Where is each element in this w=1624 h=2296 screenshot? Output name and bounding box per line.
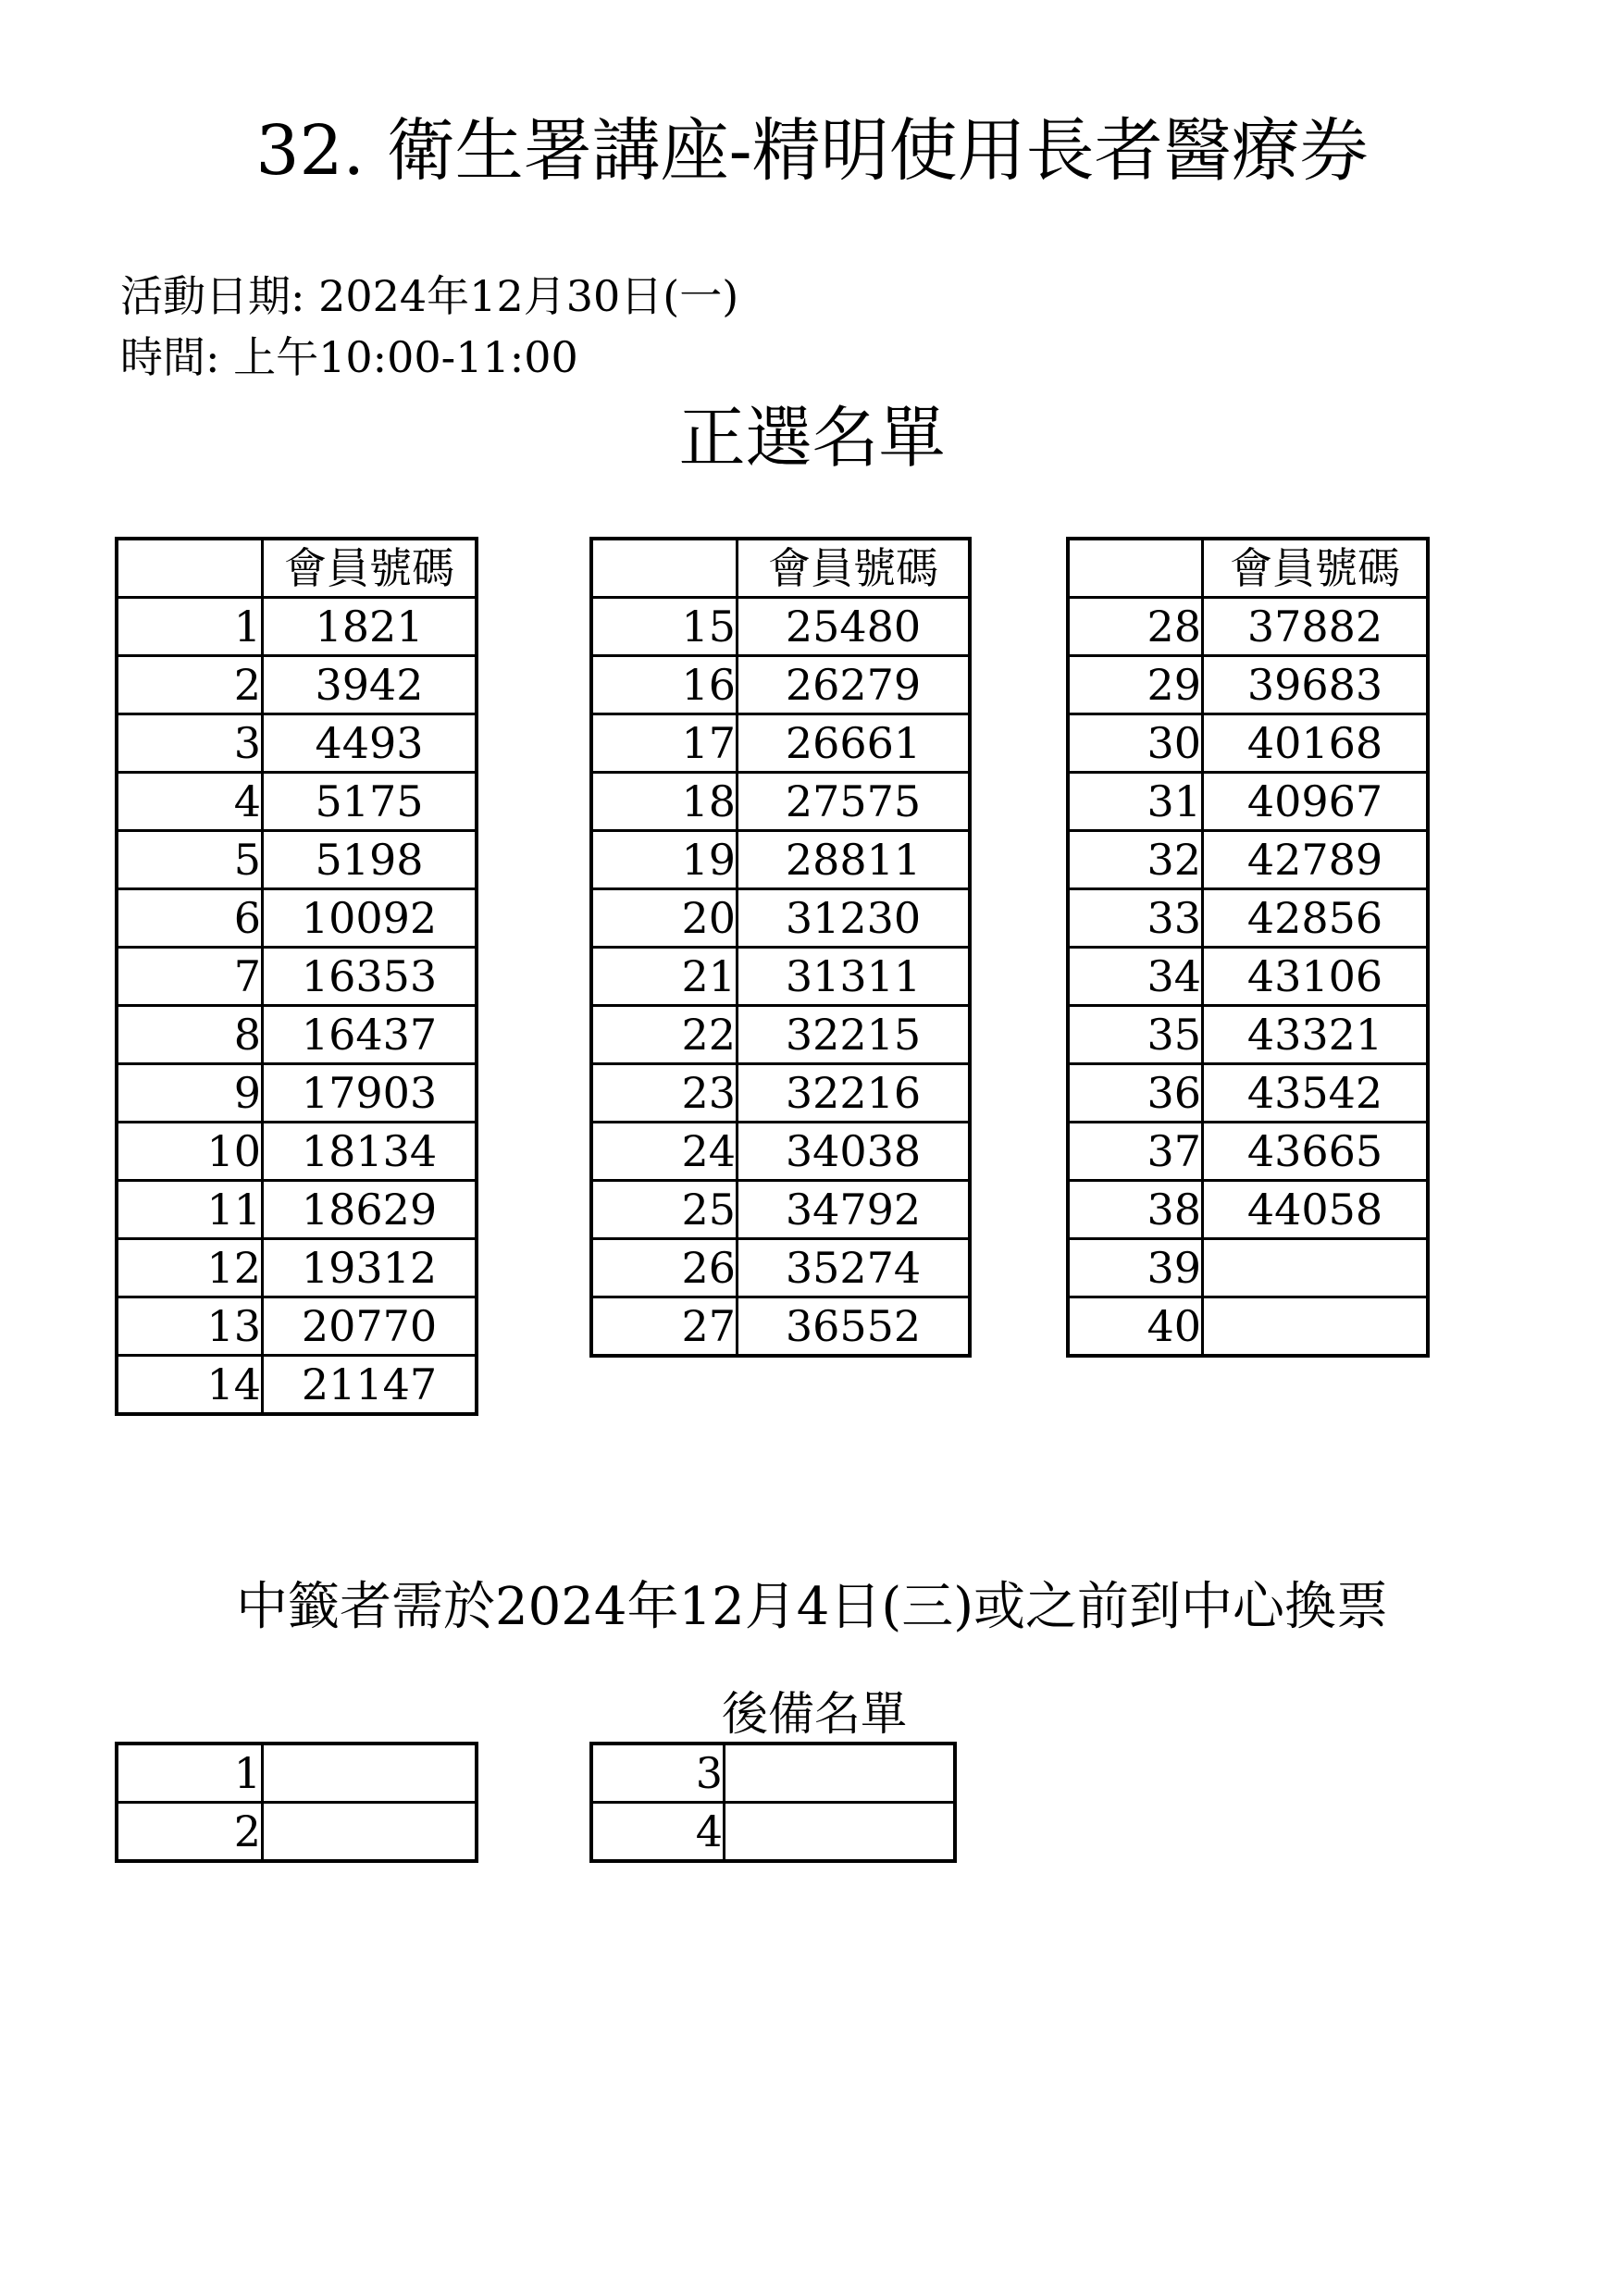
member-number: 5175 <box>263 773 477 831</box>
row-number: 36 <box>1068 1064 1203 1123</box>
row-number: 10 <box>117 1123 263 1181</box>
row-number: 15 <box>591 598 738 656</box>
member-number: 43665 <box>1203 1123 1429 1181</box>
row-number: 23 <box>591 1064 738 1123</box>
member-number: 1821 <box>263 598 477 656</box>
member-number: 21147 <box>263 1356 477 1415</box>
table-row <box>117 1006 477 1064</box>
member-number: 40168 <box>1203 714 1429 773</box>
table-row <box>591 1744 955 1803</box>
member-number: 20770 <box>263 1297 477 1356</box>
member-number: 39683 <box>1203 656 1429 714</box>
member-number: 43321 <box>1203 1006 1429 1064</box>
member-number: 32216 <box>738 1064 971 1123</box>
backup-table-1 <box>115 1742 478 1863</box>
row-number: 2 <box>117 1803 263 1862</box>
row-number: 19 <box>591 831 738 889</box>
member-number <box>263 1803 477 1862</box>
table-row <box>117 1297 477 1356</box>
row-number: 8 <box>117 1006 263 1064</box>
row-number: 2 <box>117 656 263 714</box>
header-index-cell <box>117 539 263 598</box>
row-number: 4 <box>591 1803 725 1862</box>
selected-list-heading: 正選名單 <box>678 399 946 477</box>
table-row <box>1068 948 1428 1006</box>
member-number: 42789 <box>1203 831 1429 889</box>
member-number: 4493 <box>263 714 477 773</box>
table-row <box>1068 1239 1428 1297</box>
table-row <box>117 773 477 831</box>
row-number: 5 <box>117 831 263 889</box>
row-number: 21 <box>591 948 738 1006</box>
member-number <box>1203 1239 1429 1297</box>
row-number: 6 <box>117 889 263 948</box>
table-row <box>117 1064 477 1123</box>
row-number: 24 <box>591 1123 738 1181</box>
backup-table-2 <box>589 1742 957 1863</box>
table-row <box>591 1297 970 1357</box>
row-number: 3 <box>591 1744 725 1803</box>
table-row <box>591 714 970 773</box>
row-number: 30 <box>1068 714 1203 773</box>
row-number: 25 <box>591 1181 738 1239</box>
header-index-cell <box>591 539 738 598</box>
row-number: 16 <box>591 656 738 714</box>
table-row <box>117 598 477 656</box>
member-number: 26661 <box>738 714 971 773</box>
row-number: 14 <box>117 1356 263 1415</box>
member-number: 3942 <box>263 656 477 714</box>
row-number: 29 <box>1068 656 1203 714</box>
table-row <box>1068 598 1428 656</box>
member-number-header: 會員號碼 <box>263 539 477 598</box>
table-row <box>591 1064 970 1123</box>
event-time: 時間: 上午10:00-11:00 <box>120 332 578 382</box>
table-row <box>117 1356 477 1415</box>
row-number: 20 <box>591 889 738 948</box>
member-number: 16353 <box>263 948 477 1006</box>
member-number <box>1203 1297 1429 1357</box>
table-row <box>1068 1181 1428 1239</box>
member-number <box>263 1744 477 1803</box>
member-number: 31311 <box>738 948 971 1006</box>
table-row <box>591 1123 970 1181</box>
row-number: 1 <box>117 598 263 656</box>
row-number: 26 <box>591 1239 738 1297</box>
table-row <box>1068 1123 1428 1181</box>
backup-list-heading: 後備名單 <box>722 1687 907 1741</box>
table-row <box>591 656 970 714</box>
row-number: 38 <box>1068 1181 1203 1239</box>
table-row <box>1068 1006 1428 1064</box>
table-row <box>1068 1297 1428 1357</box>
member-number-header: 會員號碼 <box>1203 539 1429 598</box>
table-header-row <box>591 539 970 598</box>
table-row <box>117 1123 477 1181</box>
table-row <box>1068 773 1428 831</box>
member-number: 27575 <box>738 773 971 831</box>
row-number: 33 <box>1068 889 1203 948</box>
member-number: 37882 <box>1203 598 1429 656</box>
table-row <box>117 831 477 889</box>
table-row <box>591 889 970 948</box>
table-row <box>117 948 477 1006</box>
row-number: 34 <box>1068 948 1203 1006</box>
member-number: 19312 <box>263 1239 477 1297</box>
row-number: 31 <box>1068 773 1203 831</box>
header-index-cell <box>1068 539 1203 598</box>
table-row <box>591 773 970 831</box>
row-number: 17 <box>591 714 738 773</box>
table-row <box>591 1006 970 1064</box>
row-number: 28 <box>1068 598 1203 656</box>
member-number: 10092 <box>263 889 477 948</box>
member-number-header: 會員號碼 <box>738 539 971 598</box>
row-number: 22 <box>591 1006 738 1064</box>
event-date: 活動日期: 2024年12月30日(一) <box>120 271 739 321</box>
table-row <box>117 1744 477 1803</box>
table-row <box>591 948 970 1006</box>
member-number: 25480 <box>738 598 971 656</box>
table-row <box>591 1239 970 1297</box>
row-number: 35 <box>1068 1006 1203 1064</box>
table-row <box>591 1803 955 1862</box>
member-number: 26279 <box>738 656 971 714</box>
member-number: 17903 <box>263 1064 477 1123</box>
row-number: 7 <box>117 948 263 1006</box>
selected-table-3 <box>1066 537 1430 1358</box>
table-row <box>1068 656 1428 714</box>
member-number: 35274 <box>738 1239 971 1297</box>
table-row <box>117 656 477 714</box>
table-row <box>1068 714 1428 773</box>
row-number: 27 <box>591 1297 738 1357</box>
member-number: 31230 <box>738 889 971 948</box>
row-number: 32 <box>1068 831 1203 889</box>
row-number: 1 <box>117 1744 263 1803</box>
member-number: 44058 <box>1203 1181 1429 1239</box>
selected-table-1 <box>115 537 478 1416</box>
table-row <box>1068 831 1428 889</box>
table-row <box>117 1239 477 1297</box>
member-number <box>725 1803 956 1862</box>
table-row <box>117 889 477 948</box>
row-number: 40 <box>1068 1297 1203 1357</box>
table-row <box>1068 889 1428 948</box>
member-number: 43542 <box>1203 1064 1429 1123</box>
member-number: 5198 <box>263 831 477 889</box>
table-row <box>1068 1064 1428 1123</box>
table-row <box>591 1181 970 1239</box>
member-number: 16437 <box>263 1006 477 1064</box>
row-number: 9 <box>117 1064 263 1123</box>
member-number: 42856 <box>1203 889 1429 948</box>
row-number: 4 <box>117 773 263 831</box>
table-header-row <box>1068 539 1428 598</box>
member-number: 32215 <box>738 1006 971 1064</box>
selected-table-2 <box>589 537 972 1358</box>
table-row <box>117 1181 477 1239</box>
member-number: 43106 <box>1203 948 1429 1006</box>
table-header-row <box>117 539 477 598</box>
member-number: 34792 <box>738 1181 971 1239</box>
member-number: 28811 <box>738 831 971 889</box>
table-row <box>591 598 970 656</box>
row-number: 39 <box>1068 1239 1203 1297</box>
page-title: 32. 衛生署講座-精明使用長者醫療券 <box>255 111 1369 191</box>
row-number: 13 <box>117 1297 263 1356</box>
row-number: 18 <box>591 773 738 831</box>
member-number: 18134 <box>263 1123 477 1181</box>
row-number: 12 <box>117 1239 263 1297</box>
row-number: 3 <box>117 714 263 773</box>
collection-notice: 中籤者需於2024年12月4日(三)或之前到中心換票 <box>235 1577 1389 1637</box>
row-number: 37 <box>1068 1123 1203 1181</box>
table-row <box>117 1803 477 1862</box>
table-row <box>117 714 477 773</box>
table-row <box>591 831 970 889</box>
member-number: 34038 <box>738 1123 971 1181</box>
member-number: 36552 <box>738 1297 971 1357</box>
member-number <box>725 1744 956 1803</box>
row-number: 11 <box>117 1181 263 1239</box>
member-number: 40967 <box>1203 773 1429 831</box>
member-number: 18629 <box>263 1181 477 1239</box>
